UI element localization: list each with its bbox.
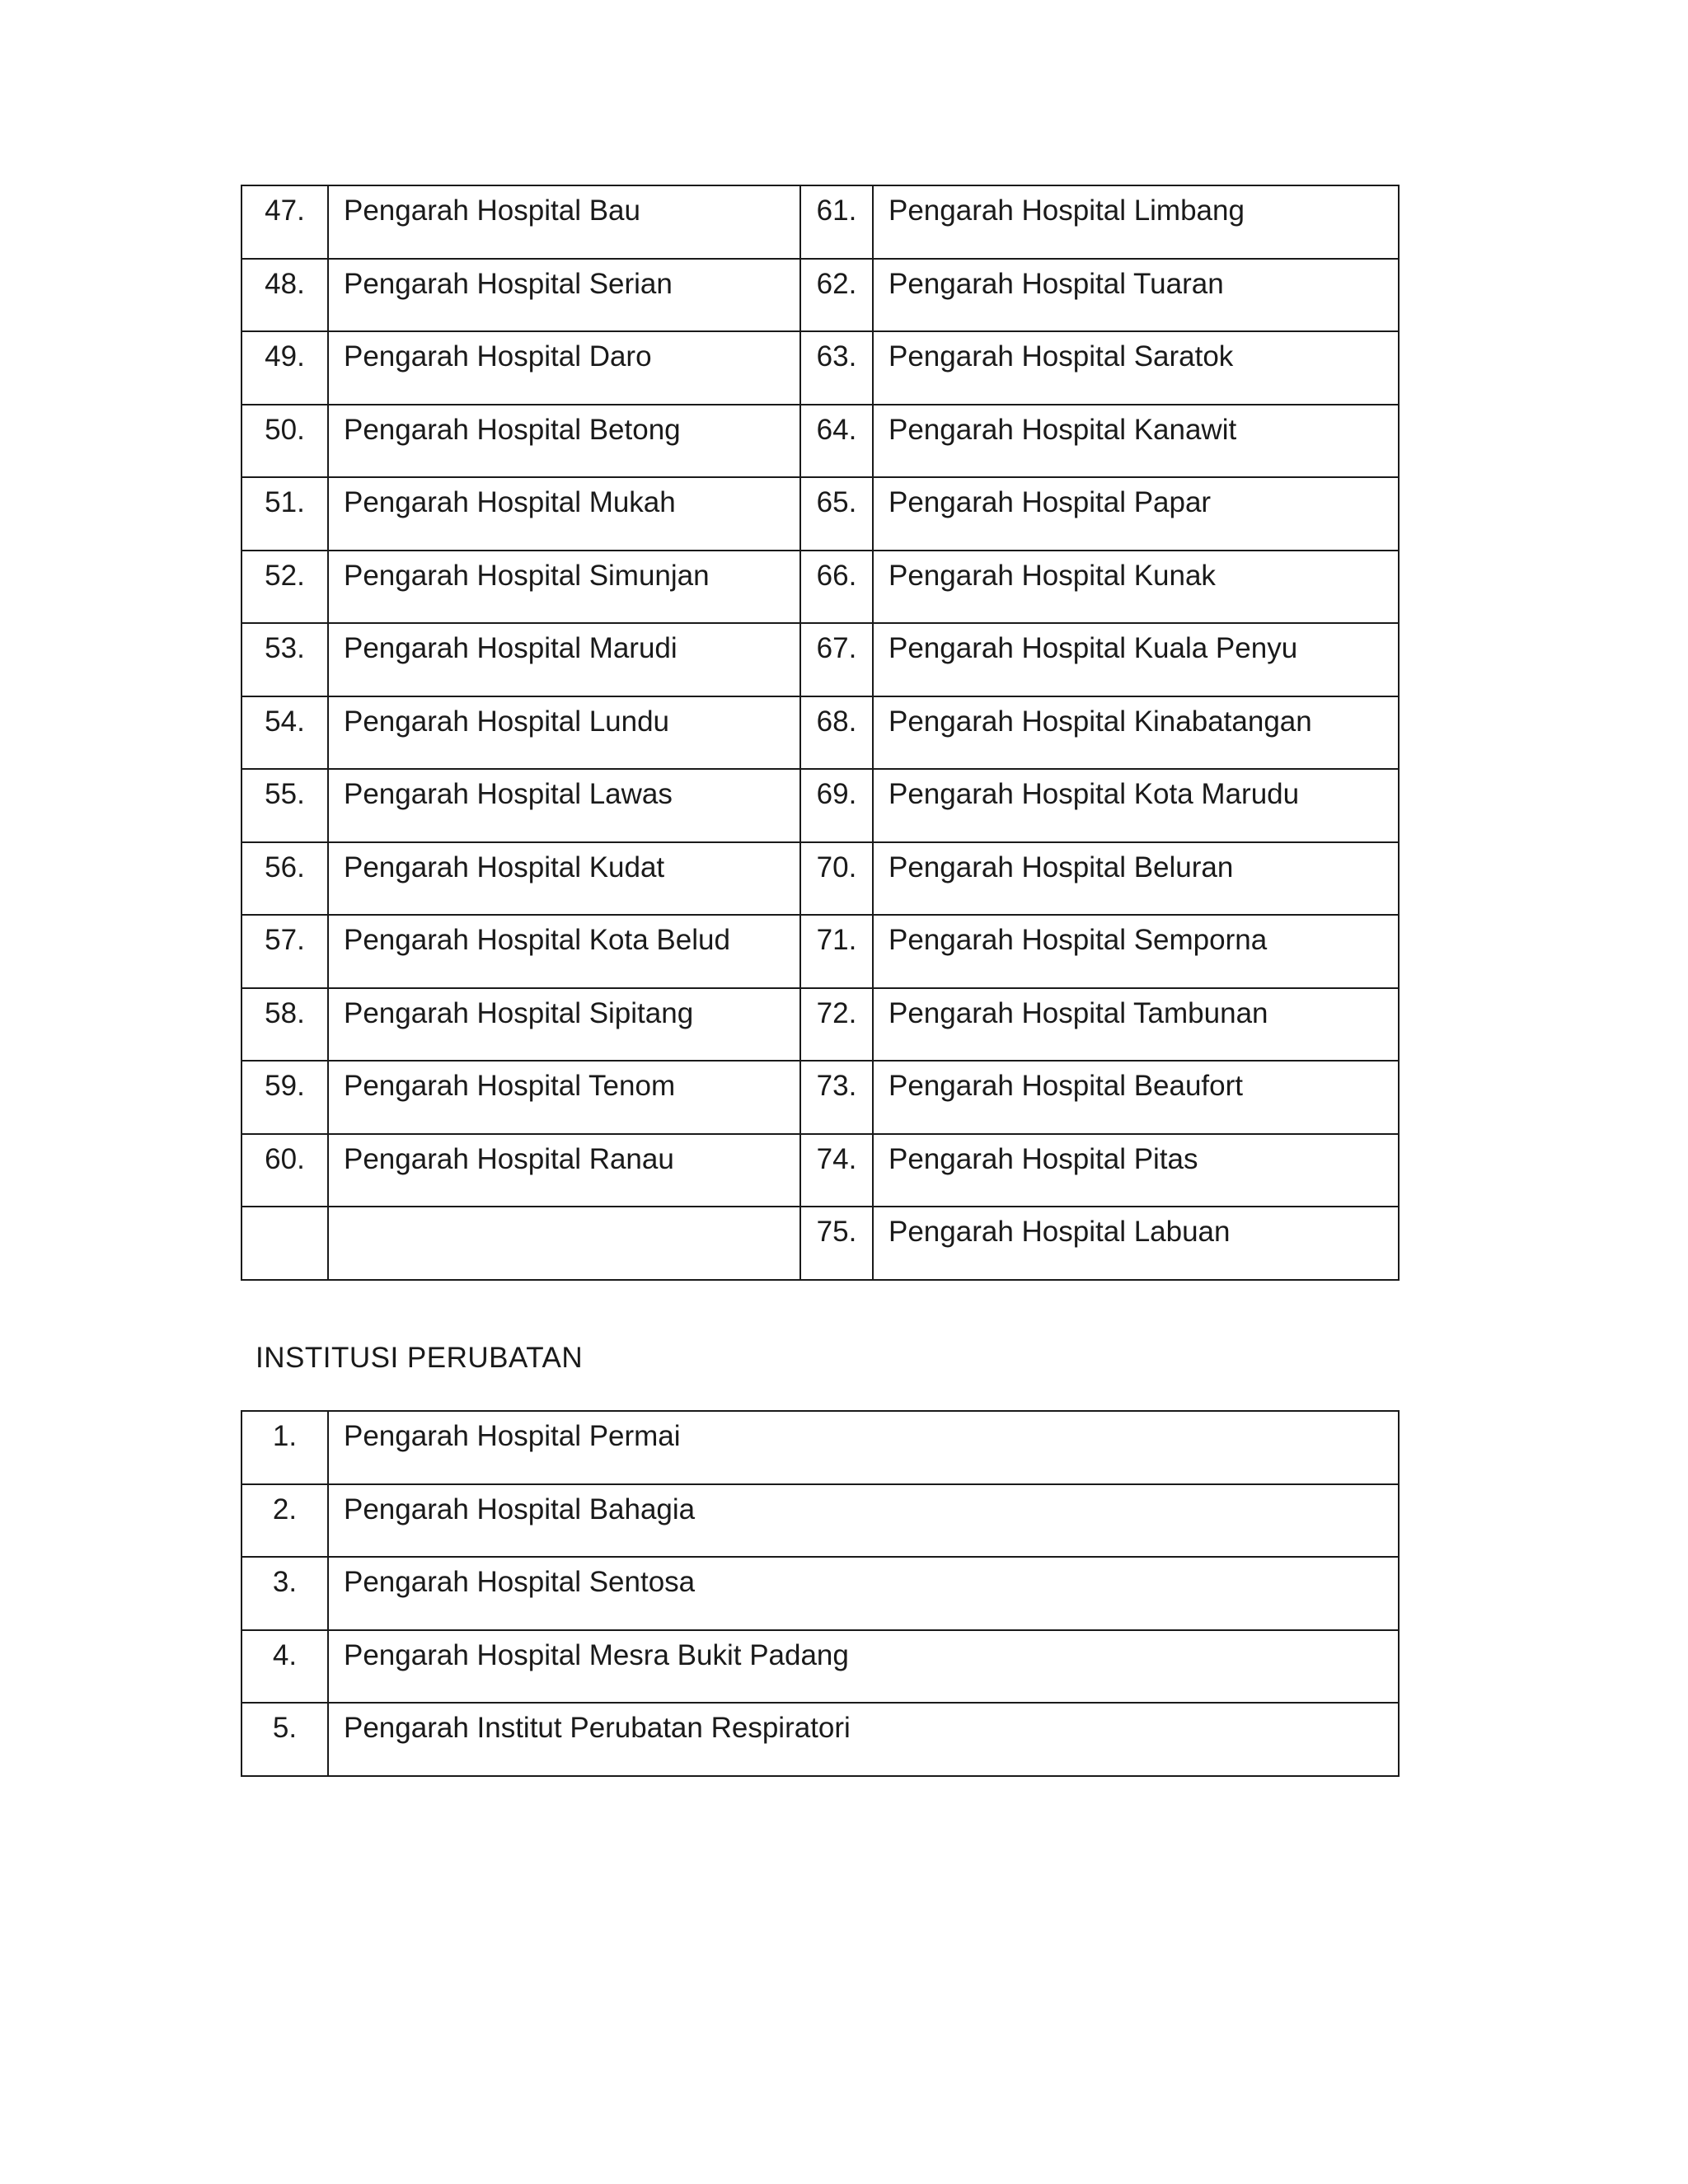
row-number: 53. bbox=[241, 623, 328, 696]
row-number: 2. bbox=[241, 1484, 328, 1558]
hospital-name: Pengarah Hospital Papar bbox=[873, 477, 1399, 551]
table-row bbox=[241, 331, 1399, 405]
table-row bbox=[241, 623, 1399, 696]
row-number: 49. bbox=[241, 331, 328, 405]
table-row bbox=[241, 551, 1399, 624]
table-row bbox=[241, 915, 1399, 988]
row-number bbox=[241, 1207, 328, 1280]
row-number: 50. bbox=[241, 405, 328, 478]
hospital-name: Pengarah Hospital Kunak bbox=[873, 551, 1399, 624]
hospital-name: Pengarah Hospital Beluran bbox=[873, 842, 1399, 916]
row-number: 55. bbox=[241, 769, 328, 842]
row-number: 74. bbox=[800, 1134, 873, 1207]
hospital-name: Pengarah Hospital Marudi bbox=[328, 623, 800, 696]
row-number: 56. bbox=[241, 842, 328, 916]
hospital-name: Pengarah Hospital Kota Belud bbox=[328, 915, 800, 988]
hospital-name: Pengarah Hospital Beaufort bbox=[873, 1061, 1399, 1134]
hospital-directors-table bbox=[241, 185, 1400, 1281]
hospital-name: Pengarah Hospital Sipitang bbox=[328, 988, 800, 1062]
row-number: 3. bbox=[241, 1557, 328, 1630]
table-row bbox=[241, 1411, 1399, 1484]
institution-name: Pengarah Hospital Bahagia bbox=[328, 1484, 1399, 1558]
table-row bbox=[241, 769, 1399, 842]
row-number: 67. bbox=[800, 623, 873, 696]
hospital-name: Pengarah Hospital Kinabatangan bbox=[873, 696, 1399, 770]
hospital-name: Pengarah Hospital Daro bbox=[328, 331, 800, 405]
row-number: 62. bbox=[800, 259, 873, 332]
hospital-name: Pengarah Hospital Semporna bbox=[873, 915, 1399, 988]
hospital-name: Pengarah Hospital Labuan bbox=[873, 1207, 1399, 1280]
institution-name: Pengarah Hospital Permai bbox=[328, 1411, 1399, 1484]
hospital-name: Pengarah Hospital Tambunan bbox=[873, 988, 1399, 1062]
table-row bbox=[241, 259, 1399, 332]
row-number: 52. bbox=[241, 551, 328, 624]
table-row bbox=[241, 185, 1399, 259]
row-number: 54. bbox=[241, 696, 328, 770]
row-number: 66. bbox=[800, 551, 873, 624]
row-number: 1. bbox=[241, 1411, 328, 1484]
institution-name: Pengarah Institut Perubatan Respiratori bbox=[328, 1703, 1399, 1776]
row-number: 71. bbox=[800, 915, 873, 988]
hospital-name: Pengarah Hospital Pitas bbox=[873, 1134, 1399, 1207]
table-row bbox=[241, 477, 1399, 551]
table-row bbox=[241, 842, 1399, 916]
row-number: 70. bbox=[800, 842, 873, 916]
hospital-name: Pengarah Hospital Lundu bbox=[328, 696, 800, 770]
row-number: 72. bbox=[800, 988, 873, 1062]
table-row bbox=[241, 1630, 1399, 1704]
table-row bbox=[241, 1703, 1399, 1776]
table-row bbox=[241, 405, 1399, 478]
hospital-name: Pengarah Hospital Mukah bbox=[328, 477, 800, 551]
table-row bbox=[241, 1061, 1399, 1134]
row-number: 4. bbox=[241, 1630, 328, 1704]
row-number: 51. bbox=[241, 477, 328, 551]
table-row bbox=[241, 1207, 1399, 1280]
hospital-name: Pengarah Hospital Kota Marudu bbox=[873, 769, 1399, 842]
row-number: 69. bbox=[800, 769, 873, 842]
table-row bbox=[241, 1484, 1399, 1558]
table-row bbox=[241, 1557, 1399, 1630]
hospital-name: Pengarah Hospital Kuala Penyu bbox=[873, 623, 1399, 696]
hospital-name: Pengarah Hospital Saratok bbox=[873, 331, 1399, 405]
hospital-name: Pengarah Hospital Limbang bbox=[873, 185, 1399, 259]
hospital-name: Pengarah Hospital Simunjan bbox=[328, 551, 800, 624]
row-number: 61. bbox=[800, 185, 873, 259]
hospital-name: Pengarah Hospital Serian bbox=[328, 259, 800, 332]
row-number: 48. bbox=[241, 259, 328, 332]
hospital-name: Pengarah Hospital Kanawit bbox=[873, 405, 1399, 478]
hospital-name: Pengarah Hospital Betong bbox=[328, 405, 800, 478]
institution-name: Pengarah Hospital Sentosa bbox=[328, 1557, 1399, 1630]
row-number: 59. bbox=[241, 1061, 328, 1134]
row-number: 75. bbox=[800, 1207, 873, 1280]
section-heading: INSTITUSI PERUBATAN bbox=[256, 1342, 584, 1374]
hospital-name bbox=[328, 1207, 800, 1280]
table-row bbox=[241, 696, 1399, 770]
row-number: 60. bbox=[241, 1134, 328, 1207]
row-number: 5. bbox=[241, 1703, 328, 1776]
row-number: 63. bbox=[800, 331, 873, 405]
hospital-name: Pengarah Hospital Bau bbox=[328, 185, 800, 259]
hospital-name: Pengarah Hospital Ranau bbox=[328, 1134, 800, 1207]
row-number: 73. bbox=[800, 1061, 873, 1134]
row-number: 68. bbox=[800, 696, 873, 770]
hospital-name: Pengarah Hospital Lawas bbox=[328, 769, 800, 842]
row-number: 57. bbox=[241, 915, 328, 988]
row-number: 65. bbox=[800, 477, 873, 551]
row-number: 47. bbox=[241, 185, 328, 259]
hospital-name: Pengarah Hospital Tuaran bbox=[873, 259, 1399, 332]
table-row bbox=[241, 1134, 1399, 1207]
institution-name: Pengarah Hospital Mesra Bukit Padang bbox=[328, 1630, 1399, 1704]
hospital-name: Pengarah Hospital Kudat bbox=[328, 842, 800, 916]
medical-institutions-table bbox=[241, 1410, 1400, 1777]
hospital-name: Pengarah Hospital Tenom bbox=[328, 1061, 800, 1134]
row-number: 64. bbox=[800, 405, 873, 478]
row-number: 58. bbox=[241, 988, 328, 1062]
table-row bbox=[241, 988, 1399, 1062]
